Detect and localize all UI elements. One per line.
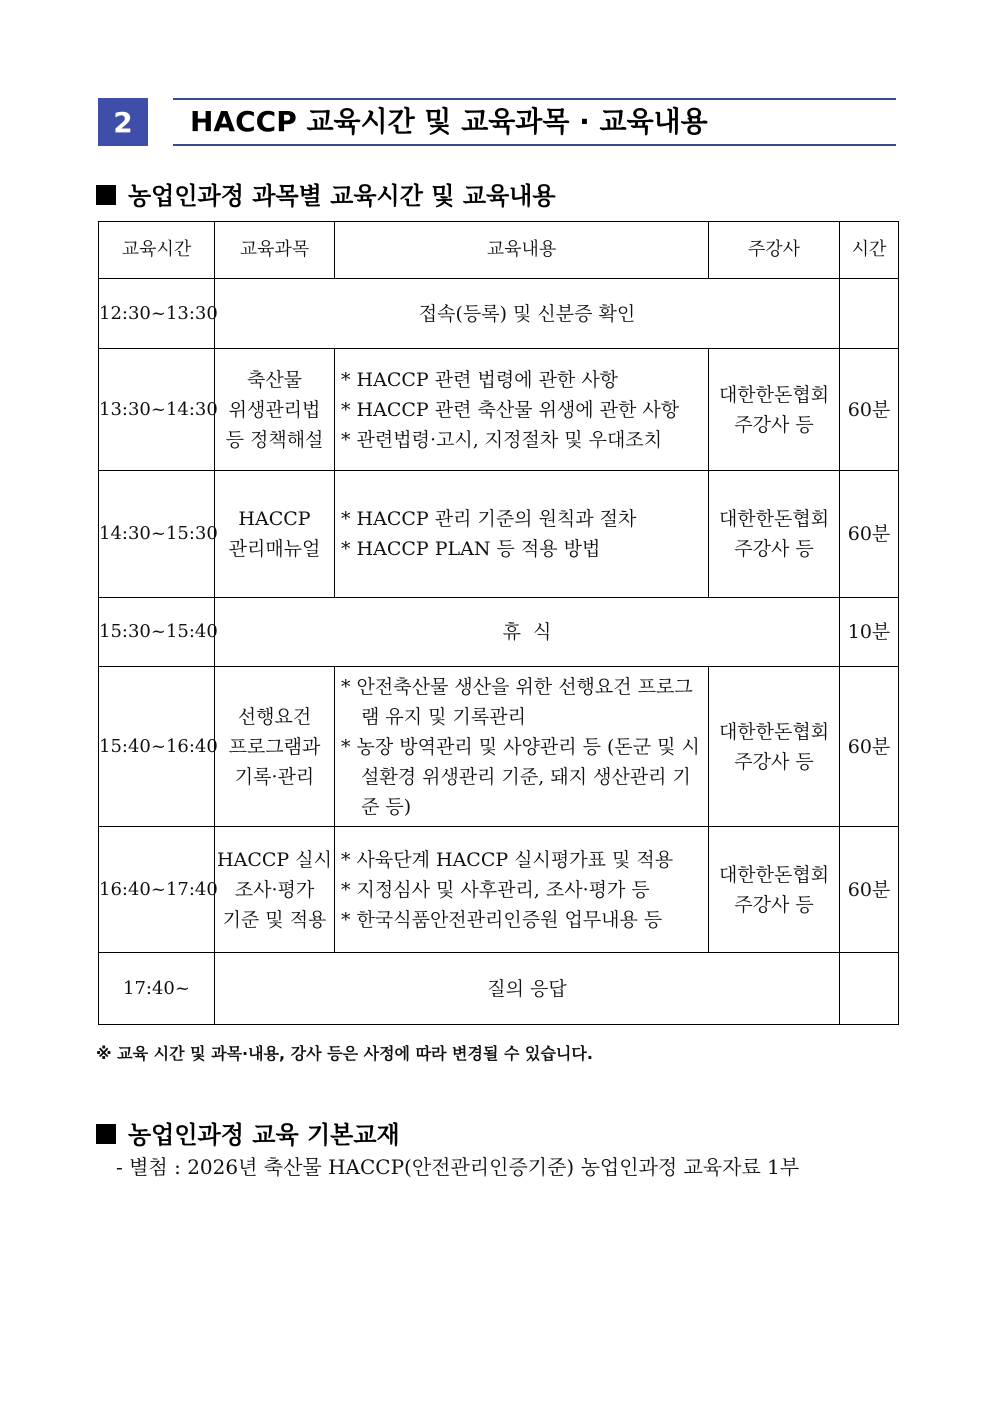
subject-line: 선행요건 [237,705,312,728]
subject-line: 축산물 [246,368,303,391]
row-time: 15:40~16:40 [99,667,215,827]
section-title: HACCP 교육시간 및 교육과목 · 교육내용 [190,105,708,138]
instructor-line: 대한한돈협회 [718,383,830,406]
subject-line: HACCP 실시 [217,848,332,871]
subject-line: 조사·평가 [234,878,315,901]
row-instructor [709,667,840,827]
square-bullet-icon [96,1124,116,1144]
header-rule-bottom [173,144,896,146]
row-subject [215,827,335,953]
textbook-heading [96,1115,400,1150]
schedule-heading [96,176,556,211]
subject-line: 기록·관리 [234,765,315,788]
section-number-badge: 2 [98,98,148,146]
row-duration: 60분 [840,827,899,953]
row-duration: 10분 [840,598,899,667]
section-header [98,98,896,146]
row-time: 14:30~15:30 [99,471,215,598]
content-item: * 관련법령·고시, 지정절차 및 우대조치 [341,428,663,451]
instructor-line: 주강사 등 [734,750,814,773]
row-instructor [709,827,840,953]
textbook-heading-text: 농업인과정 교육 기본교재 [128,1120,400,1149]
instructor-line: 대한한돈협회 [718,720,830,743]
subject-line: 등 정책해설 [225,428,324,451]
instructor-line: 대한한돈협회 [718,508,830,530]
row-content [335,471,709,598]
content-item: * 지정심사 및 사후관리, 조사·평가 등 [341,878,650,901]
row-content [335,667,709,827]
row-merged-text: 질의 응답 [215,953,840,1025]
instructor-line: 대한한돈협회 [718,863,830,886]
header-instructor: 주강사 [709,222,840,279]
row-subject [215,471,335,598]
row-time: 16:40~17:40 [99,827,215,953]
row-time: 17:40~ [99,953,215,1025]
row-time: 12:30~13:30 [99,279,215,349]
row-duration [840,953,899,1025]
row-merged-text: 휴 식 [215,598,840,667]
row-duration: 60분 [840,471,899,598]
instructor-line: 주강사 등 [734,893,814,916]
content-item: * HACCP PLAN 등 적용 방법 [341,538,601,560]
content-item: * HACCP 관련 축산물 위생에 관한 사항 [341,398,680,421]
row-instructor [709,471,840,598]
subject-line: 관리매뉴얼 [228,538,321,560]
schedule-table [98,221,899,1025]
row-subject [215,667,335,827]
header-time: 교육시간 [99,222,215,279]
subject-line: 기준 및 적용 [222,908,327,931]
schedule-note: ※ 교육 시간 및 과목·내용, 강사 등은 사정에 따라 변경될 수 있습니다. [96,1044,593,1063]
square-bullet-icon [96,185,116,205]
row-duration: 60분 [840,349,899,471]
content-item: * 사육단계 HACCP 실시평가표 및 적용 [341,848,674,871]
subject-line: 위생관리법 [228,398,321,421]
table-row [99,279,899,349]
subject-line: HACCP [238,508,311,530]
row-duration: 60분 [840,667,899,827]
row-content [335,349,709,471]
instructor-line: 주강사 등 [734,413,814,436]
row-time: 13:30~14:30 [99,349,215,471]
table-row [99,667,899,827]
row-instructor [709,349,840,471]
content-item: * HACCP 관련 법령에 관한 사항 [341,368,619,391]
content-item: * 안전축산물 생산을 위한 선행요건 프로그램 유지 및 기록관리 [341,675,693,728]
header-subject: 교육과목 [215,222,335,279]
table-row [99,471,899,598]
instructor-line: 주강사 등 [734,538,814,560]
header-duration: 시간 [840,222,899,279]
table-row [99,953,899,1025]
table-row [99,598,899,667]
row-content [335,827,709,953]
content-item: * HACCP 관리 기준의 원칙과 절차 [341,508,637,530]
row-merged-text: 접속(등록) 및 신분증 확인 [215,279,840,349]
table-row [99,349,899,471]
row-subject [215,349,335,471]
row-time: 15:30~15:40 [99,598,215,667]
header-rule-top [173,98,896,100]
header-content: 교육내용 [335,222,709,279]
table-header-row [99,222,899,279]
row-duration [840,279,899,349]
content-item: * 한국식품안전관리인증원 업무내용 등 [341,908,663,931]
table-row [99,827,899,953]
content-item: * 농장 방역관리 및 사양관리 등 (돈군 및 시설환경 위생관리 기준, 돼지 생산관리 기준 등) [341,735,700,818]
textbook-item: - 별첨 : 2026년 축산물 HACCP(안전관리인증기준) 농업인과정 교육자료 1부 [116,1155,800,1179]
subject-line: 프로그램과 [228,735,321,758]
schedule-heading-text: 농업인과정 과목별 교육시간 및 교육내용 [128,181,556,210]
